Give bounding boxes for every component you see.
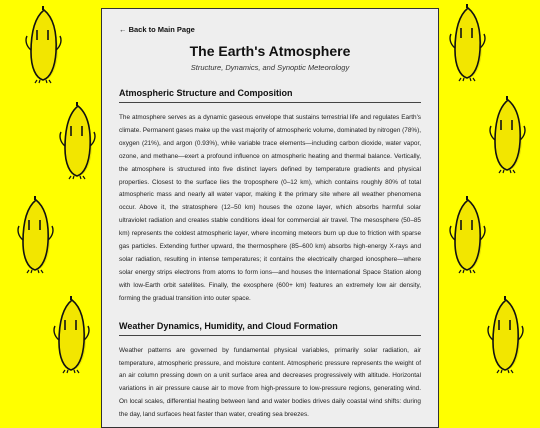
section-heading-weather: Weather Dynamics, Humidity, and Cloud Formation [119,321,421,336]
banana-mascot-icon [448,4,486,82]
banana-mascot-icon [24,6,62,84]
banana-mascot-icon [486,296,524,374]
back-to-main-link[interactable]: ← Back to Main Page [119,25,195,34]
content-panel [101,8,439,428]
banana-mascot-icon [58,102,96,180]
section-body-structure: The atmosphere serves as a dynamic gaseous envelope that sustains terrestrial life and regulates Earth's climate. Permanent gases make up the vast majority of atmospheric volume, dominated by nitrogen (78%), oxygen (21%), and argon (0.93%), while variable trace elements—including carbon dioxide, water vapor, ozone, and methane—exert a profound influence on atmospheric heating and thermal balance. Vertically, the atmosphere is structured into five distinct layers defined by temperature gradients and physical properties. Closest to the surface lies the troposphere (0–12 km), which contains roughly 80% of total atmospheric mass and nearly all water vapor, making it the primary site where all weather phenomena occur. Above it, the stratosphere (12–50 km) houses the ozone layer, which absorbs harmful solar ultraviolet radiation and creates stable conditions ideal for commercial air travel. The mesosphere (50–85 km) represents the coldest atmospheric layer, where incoming meteors burn up due to friction with sparse gas particles. Extending further upward, the thermosphere (85–600 km) absorbs high-energy X-rays and solar radiation, resulting in intense temperatures; it contains the electrically charged ionosphere—where solar energy strips electrons from atoms to form ions—and houses the International Space Station along with low-Earth orbit satellites. Finally, the exosphere (600+ km) features an extremely low air density, forming the gradual transition into outer space. [119,114,421,302]
banana-mascot-icon [448,196,486,274]
section-heading-structure: Atmospheric Structure and Composition [119,88,421,103]
banana-mascot-icon [488,96,526,174]
page-subtitle: Structure, Dynamics, and Synoptic Meteorology [190,63,350,72]
banana-mascot-icon [52,296,90,374]
section-body-weather: Weather patterns are governed by fundamental physical variables, primarily solar radiation, air temperature, atmospheric pressure, and moisture content. Atmospheric pressure represents the weight of an air column pressing down on a unit surface area and decreases progressively with altitude. Horizontal variations in air pressure cause air to move from high-pressure to low-pressure regions, generating wind. On local scales, differential heating between land and water bodies drives daily coastal wind shifts: during the day, land surfaces heat faster than water, creating sea breezes. [119,346,421,419]
banana-mascot-icon [16,196,54,274]
page-title: The Earth's Atmosphere [189,43,351,59]
